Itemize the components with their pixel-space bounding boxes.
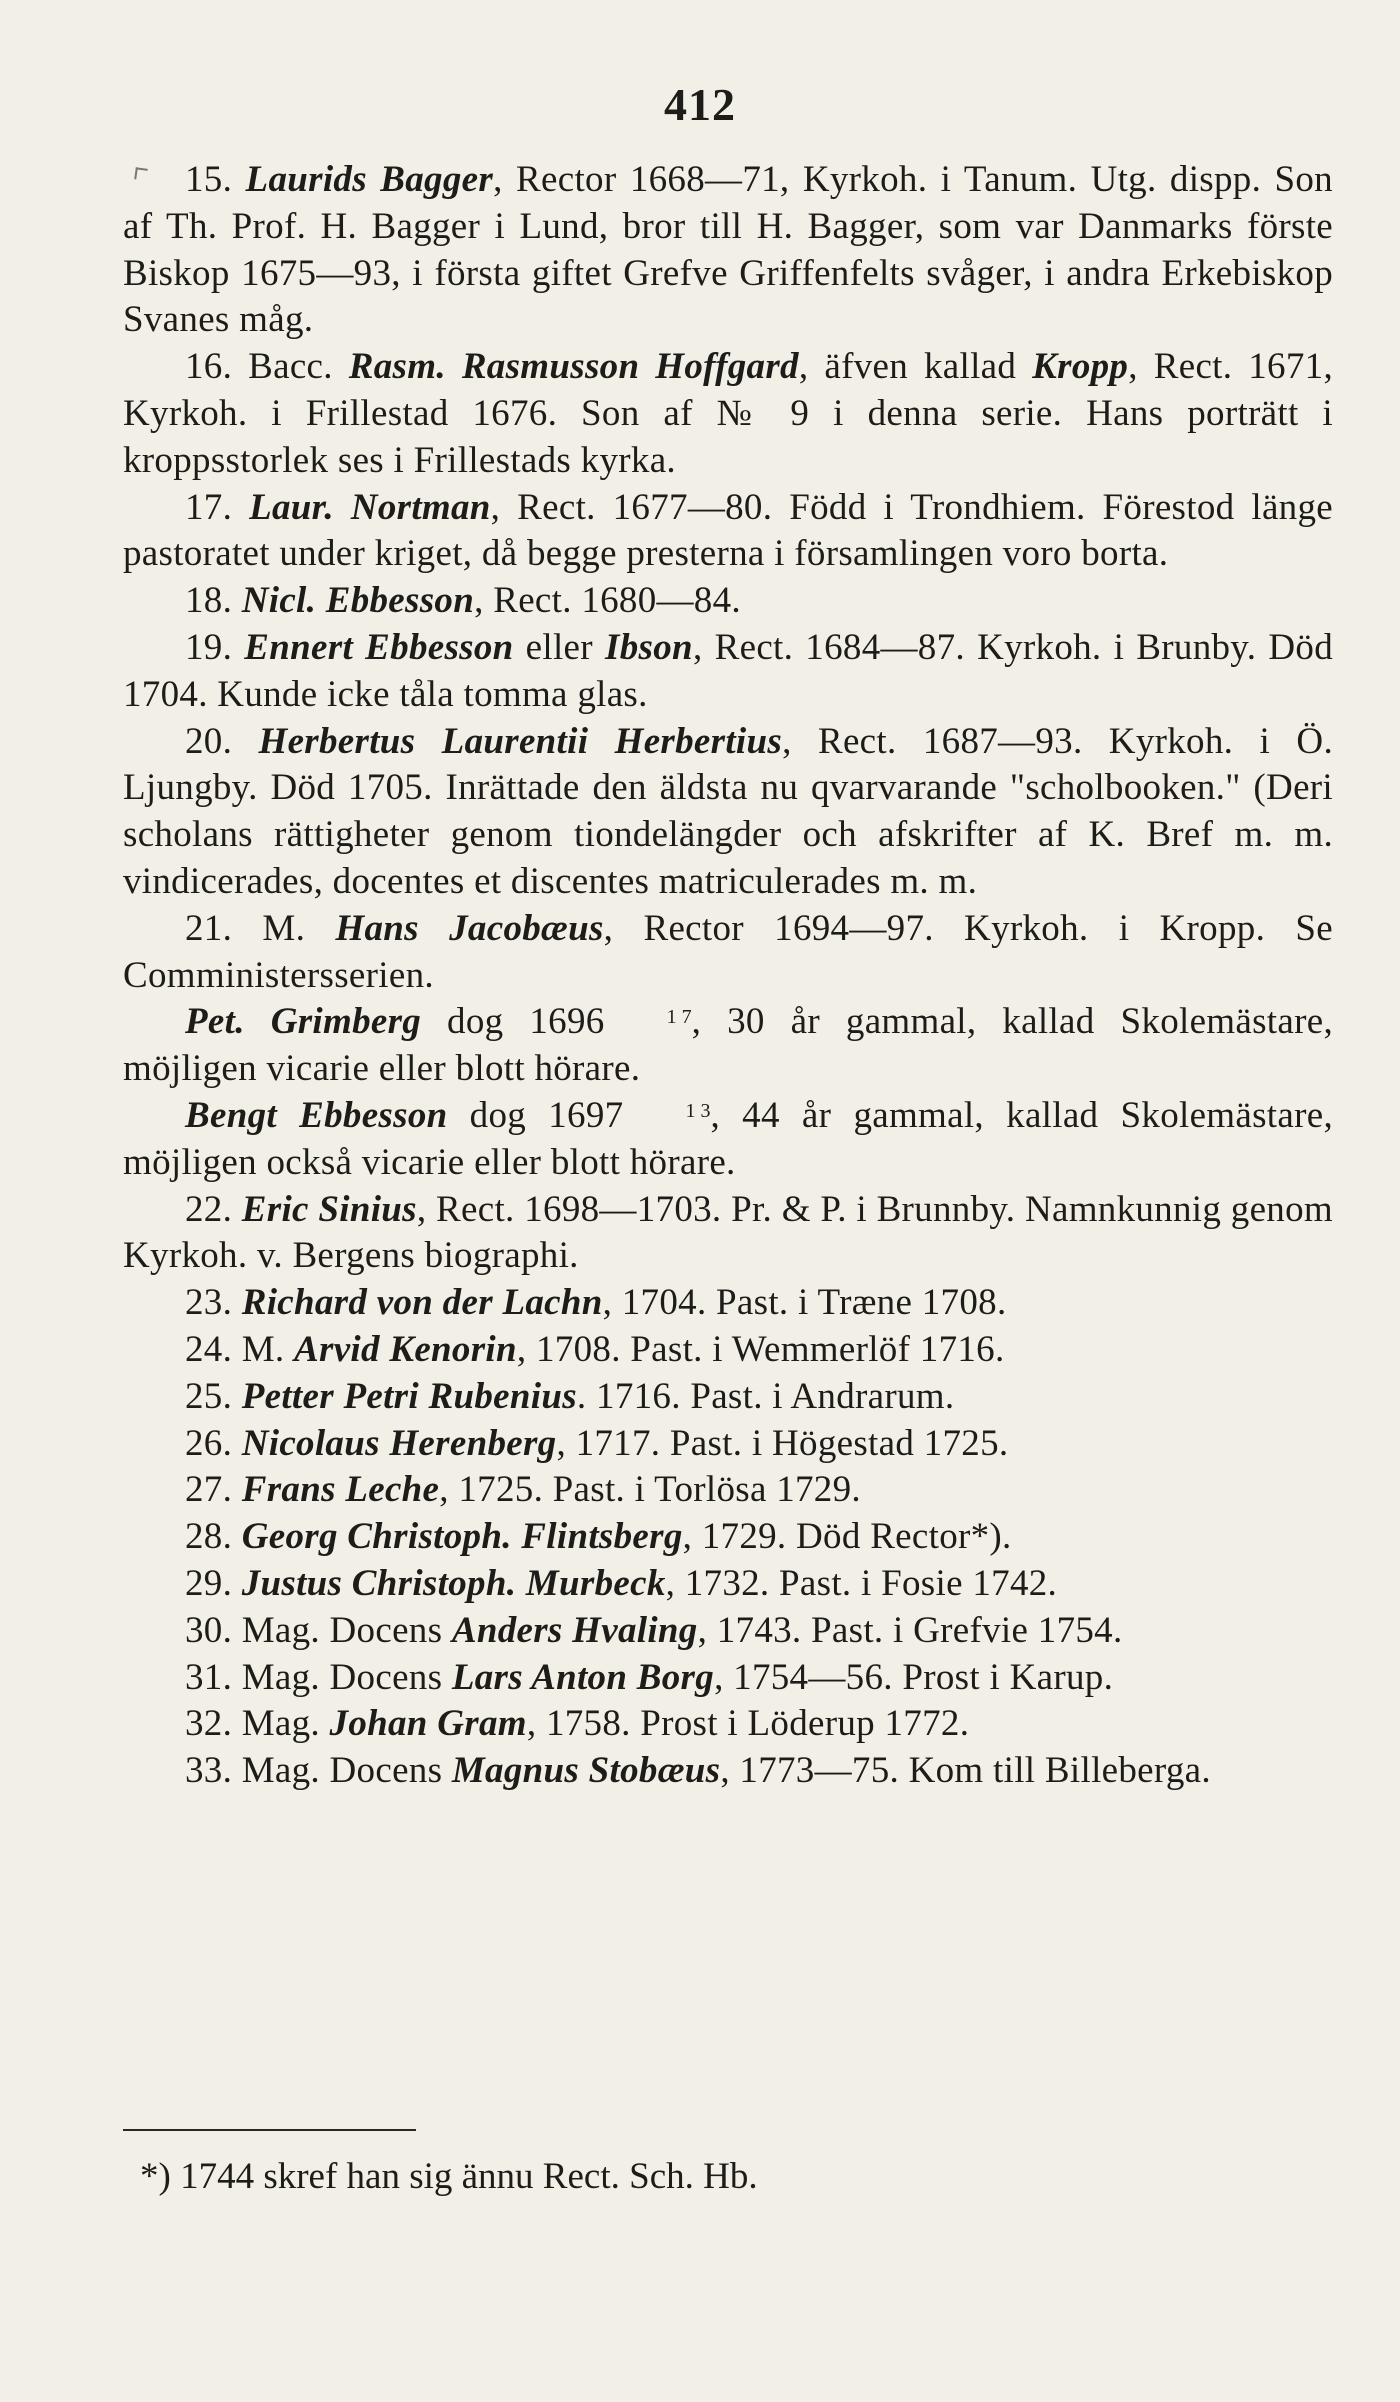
entry-text: , 1743. Past. i Grefvie 1754. — [697, 1609, 1123, 1651]
list-item — [123, 625, 1333, 719]
entry-name: Laurids Bagger — [245, 159, 494, 200]
entry-number: 18. — [185, 580, 233, 622]
list-item — [123, 1561, 1333, 1608]
list-item — [123, 1467, 1333, 1514]
rector-list — [123, 157, 1333, 1795]
entry-number: 22. — [185, 1188, 233, 1230]
entry-name: Johan Gram — [329, 1703, 527, 1745]
entry-text: , 30 år gammal, kallad Skolemästare, möjligen vicarie eller blott hörare. — [123, 1001, 1333, 1090]
entry-name: Richard von der Lachn — [241, 1282, 603, 1324]
entry-name: Justus Christoph. Murbeck — [241, 1562, 666, 1604]
entry-text: , Rect. 1677—80. Född i Trondhiem. Förestod länge pastoratet under kriget, då begge presterna i församlingen voro borta. — [123, 486, 1333, 575]
entry-name: Laur. Nortman — [249, 486, 491, 528]
list-item — [123, 999, 1333, 1093]
entry-text: , 1732. Past. i Fosie 1742. — [665, 1562, 1058, 1604]
entry-title: Mag. Docens — [232, 1750, 452, 1792]
list-item — [123, 1187, 1333, 1281]
entry-number: 21. — [185, 907, 233, 949]
entry-text: , 1758. Prost i Löderup 1772. — [526, 1703, 970, 1745]
entry-text: , 1704. Past. i Træne 1708. — [602, 1282, 1007, 1324]
entry-number: 16. — [185, 346, 233, 388]
entry-name: Bengt Ebbesson — [185, 1094, 448, 1136]
entry-alt-name: Kropp — [1032, 346, 1129, 388]
entry-number: 20. — [185, 720, 233, 762]
list-item — [123, 1655, 1333, 1702]
list-item — [123, 485, 1333, 579]
footnote: *) 1744 skref han sig ännu Rect. Sch. Hb. — [140, 2156, 758, 2197]
list-item — [123, 1327, 1333, 1374]
entry-text: , 1717. Past. i Högestad 1725. — [556, 1422, 1009, 1464]
entry-text: , 1729. Död Rector*). — [682, 1516, 1012, 1558]
entry-text: dog 1696 — [421, 1001, 605, 1043]
entry-alt-name: Ibson — [605, 626, 693, 668]
entry-text: , 1754—56. Prost i Karup. — [714, 1656, 1114, 1698]
entry-text: , Rect. 1684—87. Kyrkoh. i Brunby. Död 1704. Kunde icke tåla tomma glas. — [123, 626, 1334, 715]
entry-title: M. — [232, 907, 336, 949]
list-item — [123, 1093, 1333, 1187]
entry-number: 26. — [185, 1422, 233, 1464]
entry-number: 27. — [185, 1469, 233, 1511]
list-item — [123, 1514, 1333, 1561]
entry-title: Mag. Docens — [232, 1609, 452, 1651]
entry-title: Bacc. — [232, 346, 349, 388]
list-item — [123, 719, 1333, 906]
entry-number: 25. — [185, 1375, 233, 1417]
entry-text: eller — [513, 626, 606, 668]
list-item — [123, 578, 1333, 625]
entry-text: . 1716. Past. i Andrarum. — [576, 1375, 955, 1417]
entry-name: Nicl. Ebbesson — [241, 580, 475, 622]
entry-text: , äfven kallad — [798, 346, 1033, 388]
entry-text: , Rector 1694—97. Kyrkoh. i Kropp. Se Comministersserien. — [123, 907, 1333, 996]
entry-name: Arvid Kenorin — [294, 1328, 517, 1370]
page-number: 412 — [664, 79, 736, 130]
entry-name: Eric Sinius — [241, 1188, 417, 1230]
entry-number: 29. — [185, 1562, 233, 1604]
entry-title: Mag. — [232, 1703, 330, 1745]
entry-text: , 1773—75. Kom till Billeberga. — [720, 1750, 1211, 1792]
entry-number: 24. — [185, 1328, 233, 1370]
entry-text: , 44 år gammal, kallad Skolemästare, möjligen också vicarie eller blott hörare. — [123, 1094, 1333, 1183]
entry-name: Petter Petri Rubenius — [241, 1375, 577, 1417]
entry-name: Hans Jacobæus — [335, 907, 604, 949]
entry-text: dog 1697 — [447, 1094, 624, 1136]
entry-title: M. — [232, 1328, 295, 1370]
entry-name: Herbertus Laurentii Herbertius — [258, 720, 783, 762]
entry-name: Ennert Ebbesson — [244, 626, 514, 668]
entry-name: Rasm. Rasmusson Hoffgard — [348, 346, 799, 388]
entry-name: Pet. Grimberg — [185, 1001, 422, 1043]
entry-number: 30. — [185, 1609, 233, 1651]
list-item — [123, 906, 1333, 1000]
entry-number: 32. — [185, 1703, 233, 1745]
entry-number: 33. — [185, 1750, 233, 1792]
list-item — [123, 344, 1333, 484]
entry-number: 31. — [185, 1656, 233, 1698]
entry-text: , 1725. Past. i Torlösa 1729. — [439, 1469, 861, 1511]
entry-text: , Rect. 1671, Kyrkoh. i Frillestad 1676. Son af № 9 i denna serie. Hans porträtt i kroppsstorlek ses i Frillestads kyrka. — [123, 346, 1333, 481]
list-item — [123, 1280, 1333, 1327]
list-item — [123, 1748, 1333, 1795]
entry-text: , Rect. 1698—1703. Pr. & P. i Brunnby. Namnkunnig genom Kyrkoh. v. Bergens biographi. — [123, 1188, 1333, 1277]
list-item — [123, 1374, 1333, 1421]
entry-text: , Rect. 1680—84. — [474, 580, 741, 622]
entry-number: 15. — [185, 159, 233, 200]
entry-number: 23. — [185, 1282, 233, 1324]
entry-name: Georg Christoph. Flintsberg — [241, 1516, 683, 1558]
entry-number: 19. — [185, 626, 233, 668]
entry-title: Mag. Docens — [232, 1656, 452, 1698]
entry-text: , Rector 1668—71, Kyrkoh. i Tanum. Utg. dispp. Son af Th. Prof. H. Bagger i Lund, bror till H. Bagger, som var Danmarks förste Biskop 1675—93, i första giftet Grefve Griffenfelts svåger, i andra Erkebiskop Svanes måg. — [123, 159, 1333, 341]
entry-name: Frans Leche — [241, 1469, 440, 1511]
entry-date-fraction: 1 7 — [666, 1006, 692, 1029]
entry-name: Nicolaus Herenberg — [241, 1422, 557, 1464]
list-item — [123, 1608, 1333, 1655]
entry-text: , Rect. 1687—93. Kyrkoh. i Ö. Ljungby. Död 1705. Inrättade den äldsta nu qvarvarande "scholbooken." (Deri scholans rättigheter genom tiondelängder och afskrifter af K. Bref m. m. vindicerades, docentes et discentes matriculerades m. m. — [123, 720, 1333, 902]
list-item — [123, 157, 1333, 344]
entry-number: 17. — [185, 486, 233, 528]
entry-name: Lars Anton Borg — [451, 1656, 715, 1698]
list-item — [123, 1701, 1333, 1748]
list-item — [123, 1421, 1333, 1468]
entry-name: Magnus Stobæus — [451, 1750, 721, 1792]
entry-text: , 1708. Past. i Wemmerlöf 1716. — [516, 1328, 1005, 1370]
entry-name: Anders Hvaling — [451, 1609, 698, 1651]
entry-number: 28. — [185, 1516, 233, 1558]
entry-date-fraction: 1 3 — [685, 1099, 711, 1122]
footnote-divider — [123, 2129, 416, 2131]
